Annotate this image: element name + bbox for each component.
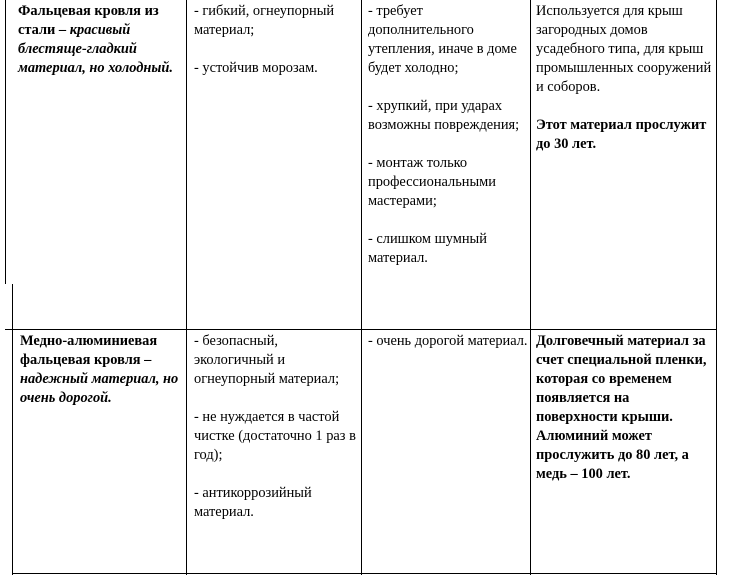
row2-name-cell (20, 332, 182, 408)
row2-con-1: - очень дорогой материал. (368, 333, 528, 349)
row2-name-desc: надежный материал, но очень дорогой. (20, 371, 179, 406)
table-border-left-upper (5, 0, 6, 284)
row1-name-lead: Фальцевая кровля из стали – (18, 3, 159, 38)
row2-usage-cell (536, 332, 712, 484)
row1-con-3: - монтаж только профессиональными мастерами; (368, 155, 496, 209)
row2-pro-2: - не нуждается в частой чистке (достаточно 1 раз в год); (194, 409, 356, 463)
row2-pro-1: - безопасный, экологичный и огнеупорный материал; (194, 333, 340, 387)
row1-usage-cell (536, 2, 712, 154)
column-divider-1 (186, 0, 187, 575)
row1-usage-text: Используется для крыш загородных домов усадебного типа, для крыш промышленных сооружений и соборов. (536, 3, 712, 95)
row2-pro-3: - антикоррозийный материал. (194, 485, 312, 520)
row1-pro-2: - устойчив морозам. (194, 60, 318, 76)
row1-name (18, 2, 182, 78)
row1-pro-1: - гибкий, огнеупорный материал; (194, 3, 335, 38)
row2-name-lead: Медно-алюминиевая фальцевая кровля – (20, 333, 158, 368)
row1-name-cell (18, 2, 182, 78)
table-border-left-lower (12, 284, 13, 575)
row1-cons-cell (368, 2, 528, 268)
row2-cons-cell (368, 332, 528, 351)
row-divider (5, 329, 717, 330)
row1-con-2: - хрупкий, при ударах возможны повреждения; (368, 98, 520, 133)
row1-pros-cell (194, 2, 356, 78)
table-border-right (716, 0, 717, 575)
row1-usage-lifetime: Этот материал прослужит до 30 лет. (536, 117, 707, 152)
row2-name (20, 332, 182, 408)
column-divider-2 (361, 0, 362, 575)
row1-name-desc: красивый блестяще-гладкий материал, но холодный. (18, 22, 173, 76)
row1-con-4: - слишком шумный материал. (368, 231, 487, 266)
column-divider-3 (530, 0, 531, 575)
row1-con-1: - требует дополнительного утепления, иначе в доме будет холодно; (368, 3, 517, 76)
table-border-bottom (12, 573, 717, 574)
row2-usage-text: Долговечный материал за счет специальной пленки, которая со временем появляется на поверхности крыши. Алюминий может прослужить до 80 лет, а медь – 100 лет. (536, 333, 707, 482)
row2-pros-cell (194, 332, 356, 522)
